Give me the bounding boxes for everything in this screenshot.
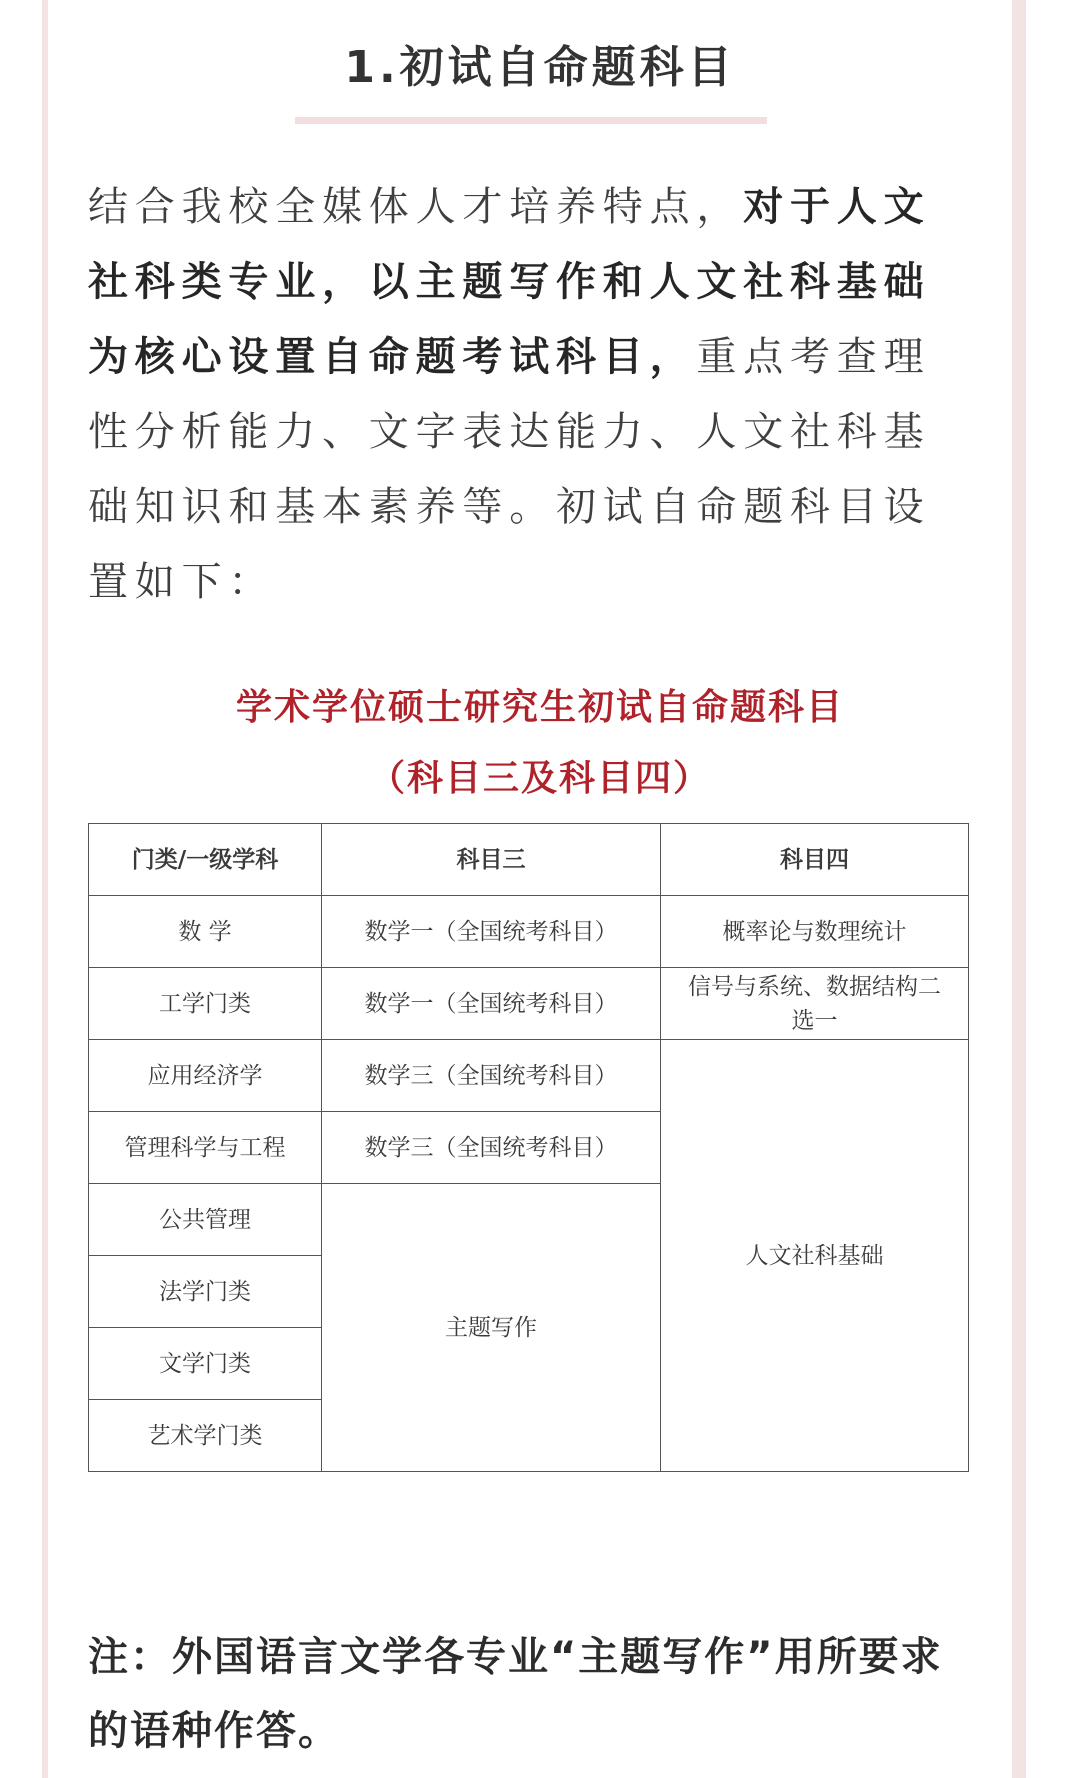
subjects-table bbox=[88, 823, 969, 1472]
subject-three-shared-cell: 主题写作 bbox=[322, 1184, 661, 1472]
category-cell: 艺术学门类 bbox=[89, 1400, 322, 1472]
intro-text-bold: 对于人文社科类专业，以主题写作和人文社科基础为核心设置自命题考试科目， bbox=[88, 184, 931, 380]
subject-four-shared-cell: 人文社科基础 bbox=[661, 1040, 969, 1472]
category-cell: 公共管理 bbox=[89, 1184, 322, 1256]
category-cell: 管理科学与工程 bbox=[89, 1112, 322, 1184]
header-category: 门类/一级学科 bbox=[89, 824, 322, 896]
category-cell: 法学门类 bbox=[89, 1256, 322, 1328]
left-border-decoration bbox=[42, 0, 48, 1778]
table-row bbox=[89, 896, 969, 968]
header-subject-four: 科目四 bbox=[661, 824, 969, 896]
footnote: 注：外国语言文学各专业“主题写作”用所要求的语种作答。 bbox=[88, 1634, 943, 1754]
table-row bbox=[89, 968, 969, 1040]
section-heading: 1.初试自命题科目 bbox=[344, 42, 736, 93]
subject-four-cell: 信号与系统、数据结构二选一 bbox=[661, 968, 969, 1040]
table-row bbox=[89, 1040, 969, 1112]
subject-three-cell: 数学一（全国统考科目） bbox=[322, 896, 661, 968]
subject-three-cell: 数学三（全国统考科目） bbox=[322, 1040, 661, 1112]
category-cell: 应用经济学 bbox=[89, 1040, 322, 1112]
table-subtitle: （科目三及科目四） bbox=[368, 758, 711, 799]
table-title: 学术学位硕士研究生初试自命题科目 bbox=[235, 687, 844, 728]
category-cell: 文学门类 bbox=[89, 1328, 322, 1400]
right-border-decoration bbox=[1012, 0, 1026, 1778]
category-cell: 数 学 bbox=[89, 896, 322, 968]
intro-text-regular: 结合我校全媒体人才培养特点， bbox=[88, 184, 744, 230]
header-subject-three: 科目三 bbox=[322, 824, 661, 896]
subject-three-cell: 数学一（全国统考科目） bbox=[322, 968, 661, 1040]
subject-four-cell: 概率论与数理统计 bbox=[661, 896, 969, 968]
table-header-row bbox=[89, 824, 969, 896]
subject-three-cell: 数学三（全国统考科目） bbox=[322, 1112, 661, 1184]
intro-paragraph bbox=[88, 170, 973, 620]
intro-text-regular-2: 重点考查理性分析能力、文字表达能力、人文社科基础知识和基本素养等。初试自命题科目设置如下： bbox=[88, 334, 931, 605]
category-cell: 工学门类 bbox=[89, 968, 322, 1040]
heading-underline bbox=[295, 117, 767, 124]
